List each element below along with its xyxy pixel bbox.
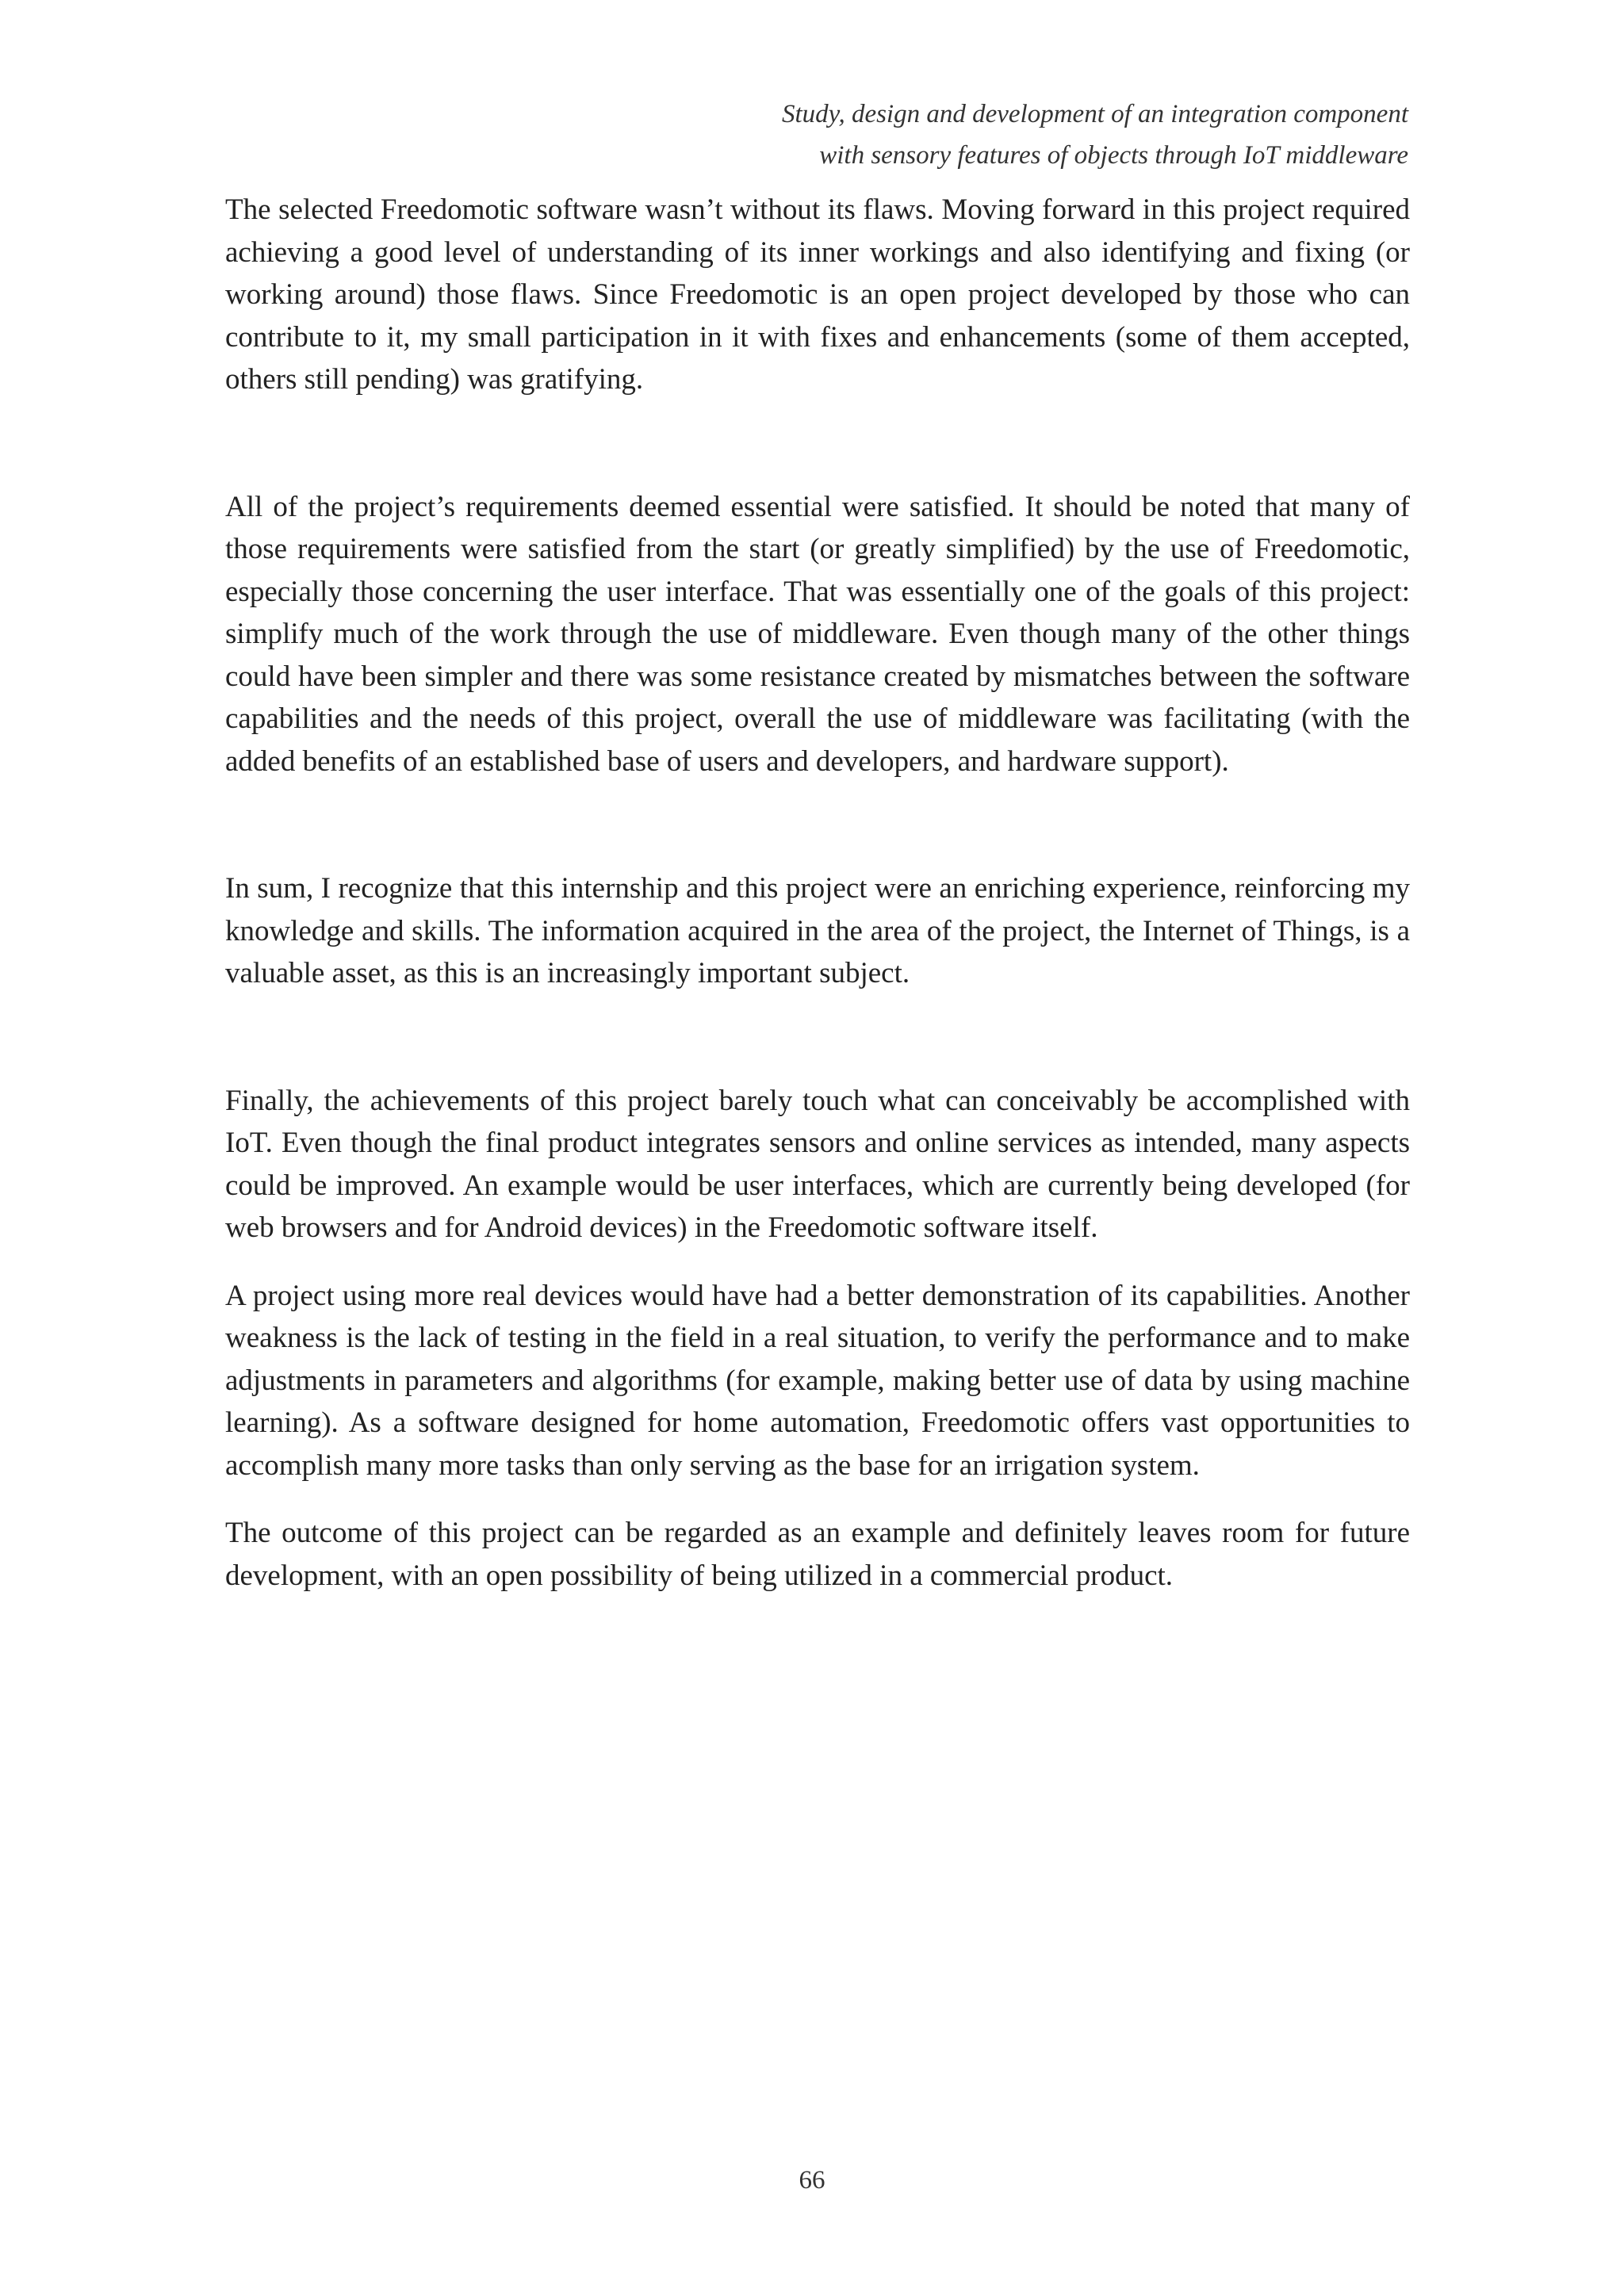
paragraph-requirements: All of the project’s requirements deemed essential were satisfied. It should be noted that many of those requirements were satisfied from the start (or greatly simplified) by the use of Freedomotic, especially those concerning the user interface. That was essentially one of the goals of this project: simplify much of the work through the use of middleware. Even though many of the other things could have been simpler and there was some resistance created by mismatches between the software capabilities and the needs of this project, overall the use of middleware was facilitating (with the added benefits of an established base of users and developers, and hardware support). xyxy=(225,490,1410,778)
paragraph-in-sum: In sum, I recognize that this internship and this project were an enriching experience, reinforcing my knowledge and skills. The information acquired in the area of the project, the Internet of Things, is a valuable asset, as this is an increasingly important subject. xyxy=(225,872,1410,989)
body-text xyxy=(225,189,1410,1597)
running-header-line-2: with sensory features of objects through IoT middleware xyxy=(819,141,1408,170)
page-number: 66 xyxy=(799,2166,825,2195)
paragraph-freedomotic-flaws: The selected Freedomotic software wasn’t without its flaws. Moving forward in this project required achieving a good level of understanding of its inner workings and also identifying and fixing (or working around) those flaws. Since Freedomotic is an open project developed by those who can contribute to it, my small participation in it with fixes and enhancements (some of them accepted, others still pending) was gratifying. xyxy=(225,193,1410,396)
running-header-line-1: Study, design and development of an integration component xyxy=(781,100,1408,128)
paragraph-outcome: The outcome of this project can be regarded as an example and definitely leaves room for future development, with an open possibility of being utilized in a commercial product. xyxy=(225,1517,1410,1592)
paragraph-weaknesses: A project using more real devices would have had a better demonstration of its capabilities. Another weakness is the lack of testing in the field in a real situation, to verify the performance and to make adjustments in parameters and algorithms (for example, making better use of data by using machine learning). As a software designed for home automation, Freedomotic offers vast opportunities to accomplish many more tasks than only serving as the base for an irrigation system. xyxy=(225,1279,1410,1482)
running-header xyxy=(536,94,1408,176)
paragraph-finally: Finally, the achievements of this project barely touch what can conceivably be accomplished with IoT. Even though the final product integrates sensors and online services as intended, many aspects could be improved. An example would be user interfaces, which are currently being developed (for web browsers and for Android devices) in the Freedomotic software itself. xyxy=(225,1084,1410,1244)
